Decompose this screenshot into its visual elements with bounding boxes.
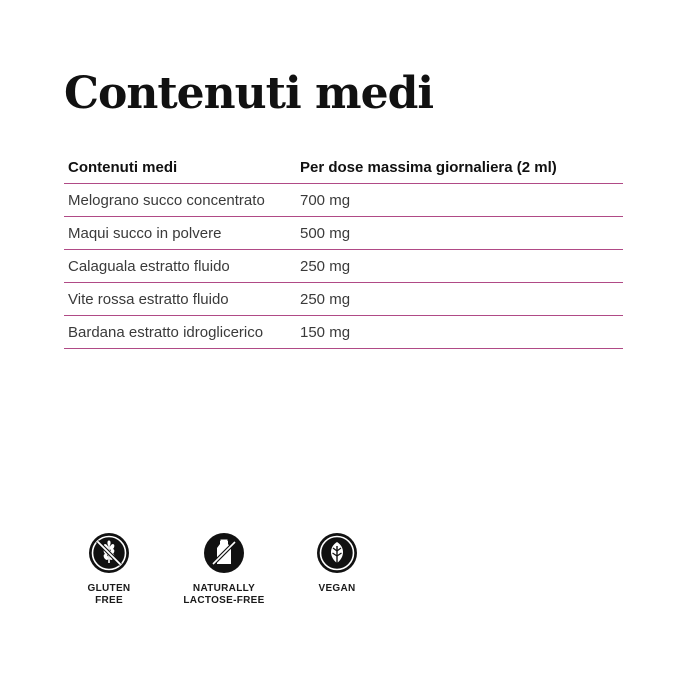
badge-label: GLUTEN FREE bbox=[87, 583, 131, 606]
ingredient-amount: 700 mg bbox=[296, 184, 623, 217]
nutrition-table bbox=[64, 151, 623, 349]
table-row bbox=[64, 283, 623, 316]
gluten-free-icon bbox=[88, 532, 130, 574]
badge-vegan bbox=[282, 532, 392, 595]
badge-gluten-free bbox=[54, 532, 164, 607]
page-title: Contenuti medi bbox=[64, 68, 434, 119]
ingredient-name: Calaguala estratto fluido bbox=[64, 250, 296, 283]
badge-label: NATURALLY LACTOSE-FREE bbox=[183, 583, 265, 606]
table-row bbox=[64, 250, 623, 283]
ingredient-amount: 500 mg bbox=[296, 217, 623, 250]
column-header-ingredient: Contenuti medi bbox=[64, 151, 296, 184]
ingredient-name: Melograno succo concentrato bbox=[64, 184, 296, 217]
vegan-leaf-icon bbox=[316, 532, 358, 574]
ingredient-amount: 150 mg bbox=[296, 316, 623, 349]
badge-label: VEGAN bbox=[318, 583, 356, 594]
table-row bbox=[64, 217, 623, 250]
ingredient-name: Maqui succo in polvere bbox=[64, 217, 296, 250]
column-header-dose: Per dose massima giornaliera (2 ml) bbox=[296, 151, 623, 184]
table-row bbox=[64, 184, 623, 217]
ingredient-name: Vite rossa estratto fluido bbox=[64, 283, 296, 316]
badge-lactose-free bbox=[169, 532, 279, 607]
table-row bbox=[64, 316, 623, 349]
lactose-free-icon bbox=[203, 532, 245, 574]
diet-badges bbox=[0, 532, 700, 622]
ingredient-name: Bardana estratto idroglicerico bbox=[64, 316, 296, 349]
table-header-row bbox=[64, 151, 623, 184]
ingredient-amount: 250 mg bbox=[296, 283, 623, 316]
ingredient-amount: 250 mg bbox=[296, 250, 623, 283]
